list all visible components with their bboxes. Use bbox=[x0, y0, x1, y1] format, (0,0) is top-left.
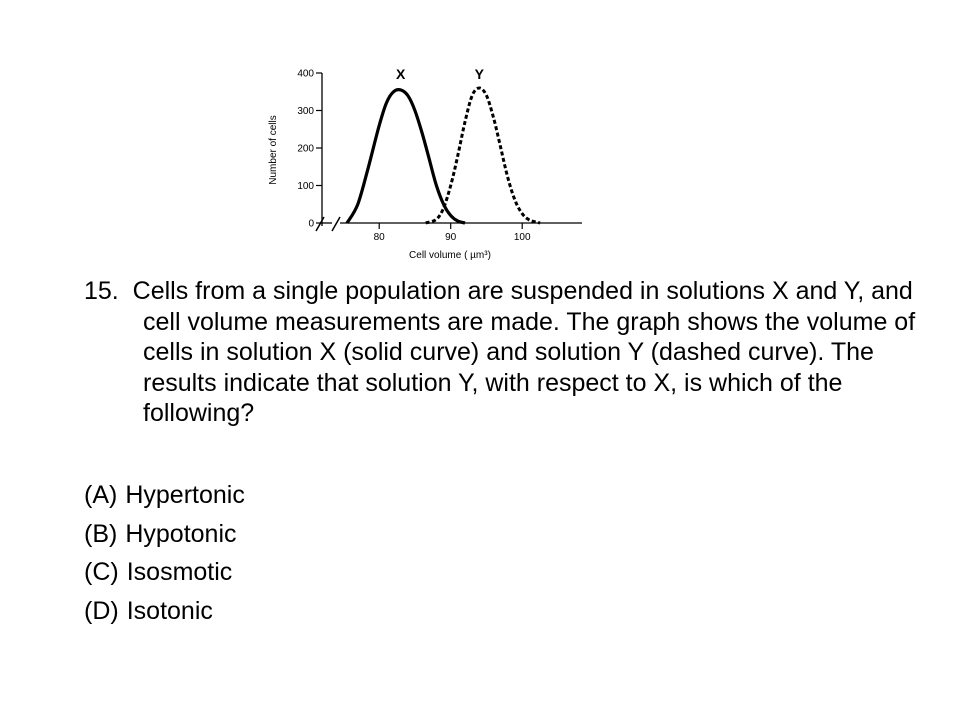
axis-break-mark-1 bbox=[316, 217, 324, 231]
choice-letter: (A) bbox=[84, 481, 118, 509]
choice-letter: (C) bbox=[84, 558, 119, 586]
y-tick-label: 300 bbox=[297, 106, 314, 117]
x-axis-title: Cell volume ( µm³) bbox=[409, 250, 491, 261]
choice-label: Hypertonic bbox=[125, 481, 245, 509]
choice-c[interactable] bbox=[84, 553, 245, 592]
choice-label: Isosmotic bbox=[126, 558, 233, 586]
question-text: Cells from a single population are suspended in solutions X and Y, and cell volume measurements are made. The graph shows the volume of cells in solution X (solid curve) and solution Y (dashed curve). The results indicate that solution Y, with respect to X, is which of the following? bbox=[132, 277, 916, 427]
choice-letter: (B) bbox=[84, 519, 118, 548]
x-tick-label: 100 bbox=[513, 232, 531, 243]
choice-d[interactable] bbox=[84, 592, 245, 631]
y-axis-title: Number of cells bbox=[268, 115, 279, 185]
choice-label: Hypotonic bbox=[125, 519, 237, 548]
series-x-curve bbox=[347, 90, 465, 223]
choice-letter: (D) bbox=[84, 596, 119, 625]
x-tick-label: 80 bbox=[373, 232, 385, 243]
y-tick-label: 200 bbox=[297, 143, 314, 155]
choice-a[interactable] bbox=[84, 476, 245, 515]
series-y-label: Y bbox=[474, 66, 484, 82]
question-block bbox=[84, 276, 944, 429]
choice-label: Isotonic bbox=[126, 596, 213, 625]
axis-break-mark-2 bbox=[332, 217, 340, 231]
chart-ticks bbox=[297, 69, 531, 244]
y-tick-label: 0 bbox=[308, 218, 314, 230]
chart-curves bbox=[347, 66, 540, 223]
question-number: 15. bbox=[84, 277, 119, 305]
y-tick-label: 100 bbox=[297, 181, 314, 192]
y-tick-label: 400 bbox=[297, 68, 314, 80]
question-paragraph bbox=[84, 276, 944, 429]
cell-volume-chart bbox=[250, 60, 590, 270]
x-tick-label: 90 bbox=[445, 232, 457, 243]
answer-choices bbox=[84, 476, 245, 630]
choice-b[interactable] bbox=[84, 515, 245, 554]
series-x-label: X bbox=[395, 66, 406, 82]
